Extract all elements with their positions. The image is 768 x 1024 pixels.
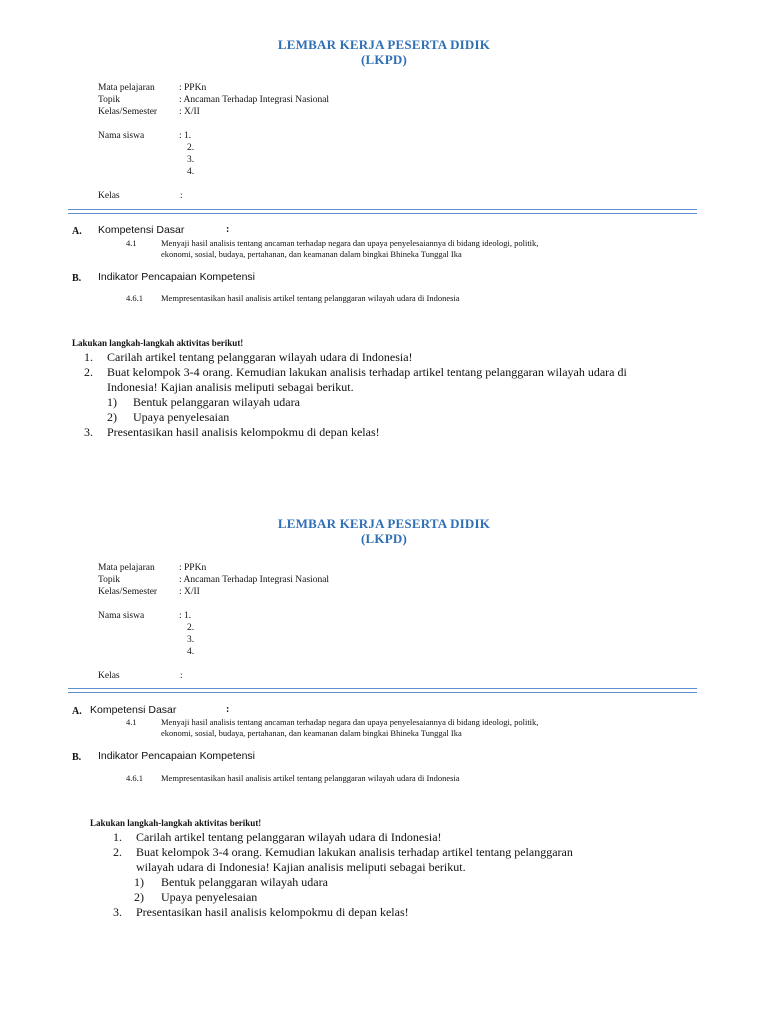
section-a-letter: A. — [72, 226, 82, 237]
nama-siswa-4: 4. — [187, 167, 195, 177]
section-b-title: Indikator Pencapaian Kompetensi — [98, 750, 256, 762]
separator-line — [68, 692, 697, 693]
step-1-number: 1. — [84, 350, 93, 364]
step-2-text-line2: wilayah udara di Indonesia! Kajian analisis meliputi sebagai berikut. — [136, 860, 466, 874]
sub-item-1-number: 1) — [134, 875, 144, 889]
section-a-colon: : — [226, 224, 230, 235]
sub-item-1-number: 1) — [107, 395, 117, 409]
step-3-number: 3. — [84, 425, 93, 439]
kelas-semester-value: : X/II — [179, 587, 200, 597]
step-1-number: 1. — [113, 830, 122, 844]
topik-label: Topik — [98, 95, 121, 105]
kd-number: 4.1 — [126, 717, 137, 727]
nama-siswa-label: Nama siswa — [98, 131, 145, 141]
sheet-subtitle: (LKPD) — [361, 52, 407, 67]
step-1-text: Carilah artikel tentang pelanggaran wilayah udara di Indonesia! — [136, 830, 442, 844]
step-2-text-line2: Indonesia! Kajian analisis meliputi sebagai berikut. — [107, 380, 354, 394]
step-2-number: 2. — [113, 845, 122, 859]
sheet-subtitle: (LKPD) — [361, 531, 407, 546]
steps-heading: Lakukan langkah-langkah aktivitas berikut! — [90, 818, 262, 828]
mapel-value: : PPKn — [179, 83, 207, 93]
sheet-title: LEMBAR KERJA PESERTA DIDIK — [277, 37, 491, 52]
indicator-number: 4.6.1 — [126, 293, 143, 303]
kelas-label: Kelas — [98, 191, 120, 201]
step-1-text: Carilah artikel tentang pelanggaran wilayah udara di Indonesia! — [107, 350, 413, 364]
kd-text-line2: ekonomi, sosial, budaya, pertahanan, dan keamanan dalam bingkai Bhineka Tunggal Ika — [161, 728, 462, 738]
nama-siswa-1: : 1. — [179, 611, 192, 621]
topik-label: Topik — [98, 575, 121, 585]
indicator-text: Mempresentasikan hasil analisis artikel tentang pelanggaran wilayah udara di Indonesia — [161, 773, 460, 783]
step-2-text-line1: Buat kelompok 3-4 orang. Kemudian lakukan analisis terhadap artikel tentang pelanggaran — [136, 845, 573, 859]
sub-item-2-text: Upaya penyelesaian — [133, 410, 230, 424]
topik-value: : Ancaman Terhadap Integrasi Nasional — [179, 95, 330, 105]
nama-siswa-1: : 1. — [179, 131, 192, 141]
kelas-value: : — [180, 671, 183, 681]
kd-text-line1: Menyaji hasil analisis tentang ancaman terhadap negara dan upaya penyelesaiannya di bidang ideologi, politik, — [161, 238, 539, 248]
kd-text-line2: ekonomi, sosial, budaya, pertahanan, dan keamanan dalam bingkai Bhineka Tunggal Ika — [161, 249, 462, 259]
step-3-text: Presentasikan hasil analisis kelompokmu di depan kelas! — [107, 425, 380, 439]
nama-siswa-2: 2. — [187, 143, 195, 153]
section-b-letter: B. — [72, 752, 82, 763]
sub-item-1-text: Bentuk pelanggaran wilayah udara — [161, 875, 328, 889]
topik-value: : Ancaman Terhadap Integrasi Nasional — [179, 575, 330, 585]
kd-number: 4.1 — [126, 238, 137, 248]
sub-item-2-number: 2) — [134, 890, 144, 904]
section-b-title: Indikator Pencapaian Kompetensi — [98, 271, 256, 283]
kd-text-line1: Menyaji hasil analisis tentang ancaman terhadap negara dan upaya penyelesaiannya di bidang ideologi, politik, — [161, 717, 539, 727]
kelas-label: Kelas — [98, 671, 120, 681]
nama-siswa-4: 4. — [187, 647, 195, 657]
section-b-letter: B. — [72, 273, 82, 284]
step-3-number: 3. — [113, 905, 122, 919]
step-2-number: 2. — [84, 365, 93, 379]
separator-line — [68, 688, 697, 689]
kelas-semester-label: Kelas/Semester — [98, 587, 158, 597]
steps-heading: Lakukan langkah-langkah aktivitas berikut! — [72, 338, 244, 348]
step-3-text: Presentasikan hasil analisis kelompokmu di depan kelas! — [136, 905, 409, 919]
indicator-number: 4.6.1 — [126, 773, 143, 783]
nama-siswa-3: 3. — [187, 635, 195, 645]
mapel-label: Mata pelajaran — [98, 83, 155, 93]
sub-item-1-text: Bentuk pelanggaran wilayah udara — [133, 395, 300, 409]
kelas-semester-label: Kelas/Semester — [98, 107, 158, 117]
mapel-value: : PPKn — [179, 563, 207, 573]
separator-line — [68, 213, 697, 214]
section-a-colon: : — [226, 704, 230, 715]
section-a-letter: A. — [72, 706, 82, 717]
sub-item-2-text: Upaya penyelesaian — [161, 890, 258, 904]
sheet-title: LEMBAR KERJA PESERTA DIDIK — [277, 516, 491, 531]
separator-line — [68, 209, 697, 210]
section-a-title: Kompetensi Dasar — [90, 704, 177, 716]
kelas-semester-value: : X/II — [179, 107, 200, 117]
section-a-title: Kompetensi Dasar — [98, 224, 185, 236]
mapel-label: Mata pelajaran — [98, 563, 155, 573]
nama-siswa-3: 3. — [187, 155, 195, 165]
step-2-text-line1: Buat kelompok 3-4 orang. Kemudian lakukan analisis terhadap artikel tentang pelanggaran wilayah udara di — [107, 365, 627, 379]
nama-siswa-2: 2. — [187, 623, 195, 633]
sub-item-2-number: 2) — [107, 410, 117, 424]
kelas-value: : — [180, 191, 183, 201]
nama-siswa-label: Nama siswa — [98, 611, 145, 621]
indicator-text: Mempresentasikan hasil analisis artikel tentang pelanggaran wilayah udara di Indonesia — [161, 293, 460, 303]
